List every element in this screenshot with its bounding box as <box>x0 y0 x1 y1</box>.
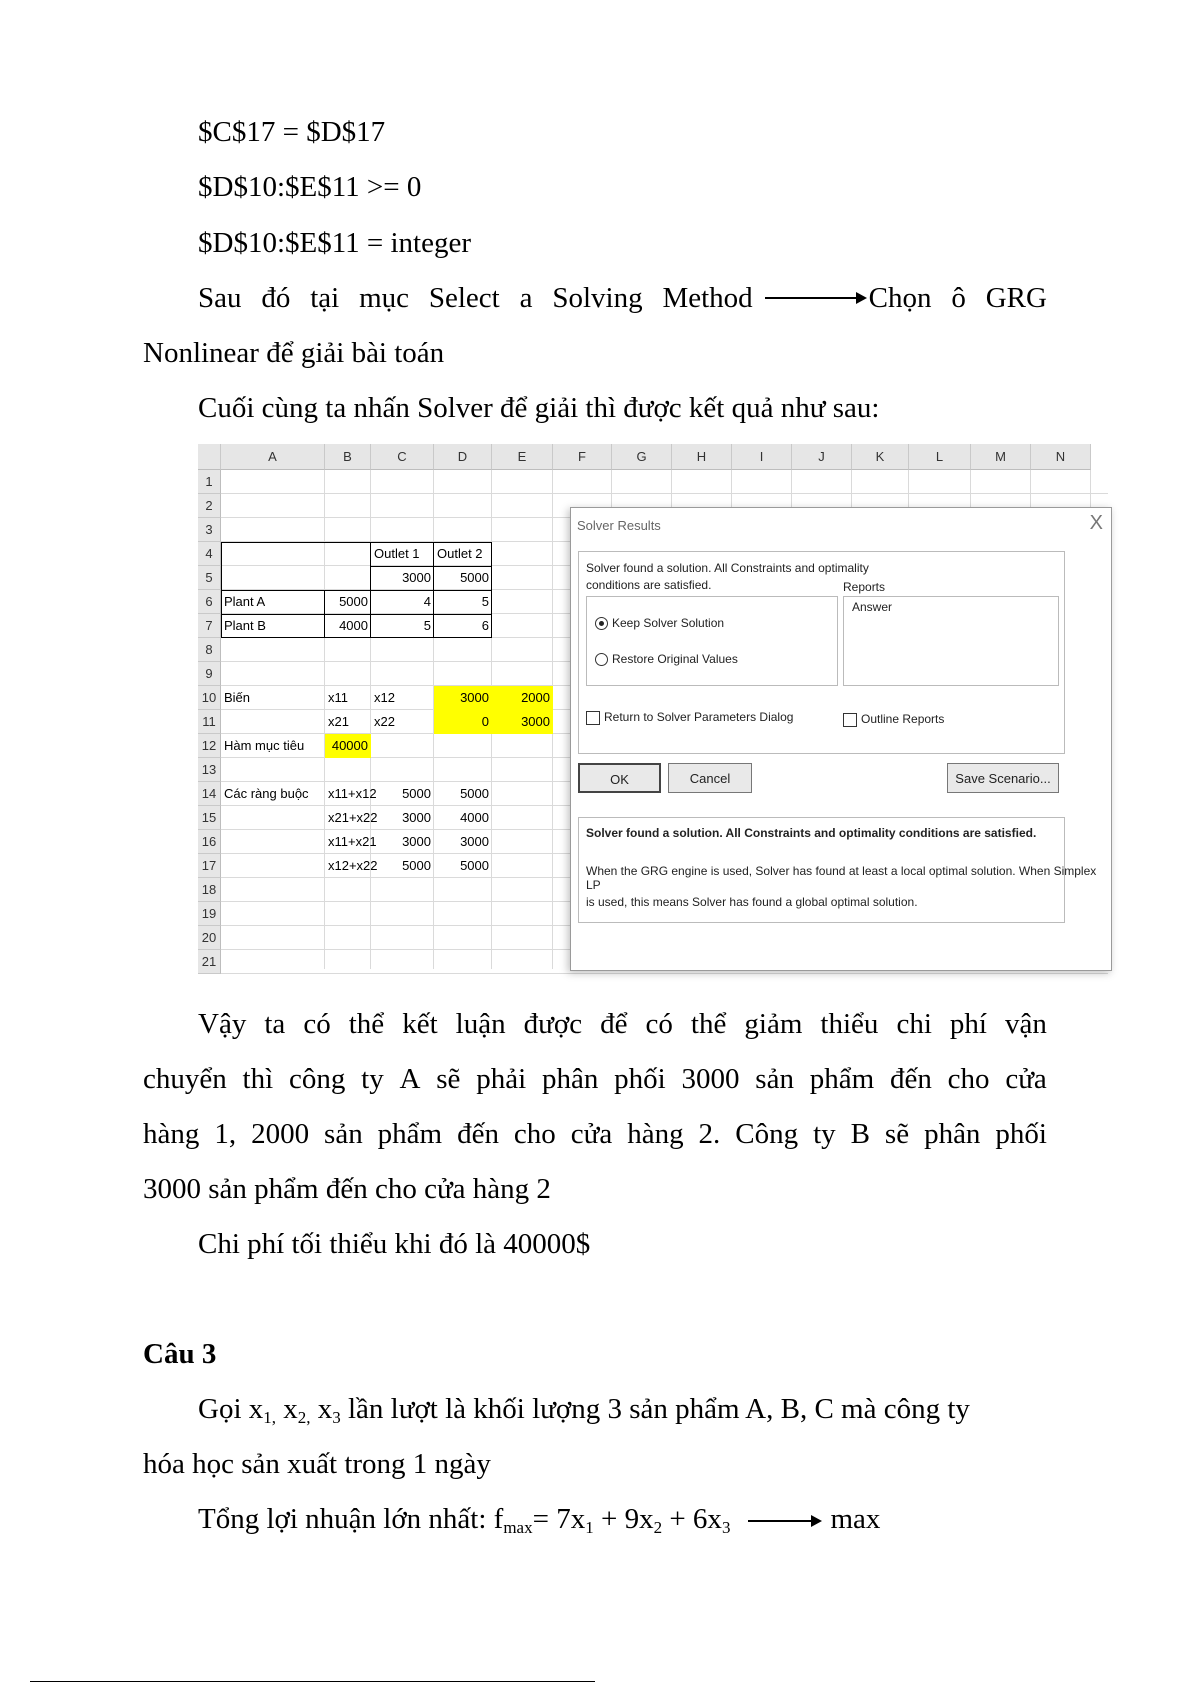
found-message: Solver found a solution. All Constraints and optimality conditions are satisfied. <box>586 561 869 592</box>
radio-selected-icon[interactable] <box>595 617 608 630</box>
cell[interactable]: 5 <box>481 594 489 609</box>
reports-list[interactable] <box>843 596 1059 686</box>
section-heading-cau-3: Câu 3 <box>143 1338 217 1370</box>
footer-rule <box>30 1681 595 1682</box>
cell[interactable]: 0 <box>434 710 492 734</box>
cell[interactable]: 3000 <box>402 570 431 585</box>
conclusion-line-1: Vậy ta có thể kết luận được để có thể giảm thiểu chi phí vận <box>198 1008 1047 1040</box>
cell[interactable]: 5000 <box>402 858 431 873</box>
cancel-button[interactable]: Cancel <box>668 763 752 793</box>
reports-item-answer[interactable]: Answer <box>852 600 893 614</box>
message-detail: When the GRG engine is used, Solver has found at least a local optimal solution. When Simplex LP is used, this means Solver has found a global optimal solution. <box>586 864 1097 909</box>
column-header[interactable]: J <box>792 444 852 470</box>
conclusion-line-4: 3000 sản phẩm đến cho cửa hàng 2 <box>143 1173 551 1205</box>
column-header[interactable]: C <box>371 444 434 470</box>
cell[interactable]: 5 <box>423 618 431 633</box>
row-header[interactable]: 3 <box>198 518 221 542</box>
cell[interactable]: x11 <box>328 690 348 705</box>
reports-label: Reports <box>843 580 886 594</box>
column-header[interactable]: E <box>492 444 553 470</box>
row-header[interactable]: 7 <box>198 614 221 638</box>
select-all-corner[interactable] <box>198 444 221 470</box>
row-header[interactable]: 18 <box>198 878 221 902</box>
row-header[interactable]: 10 <box>198 686 221 710</box>
row-header[interactable]: 6 <box>198 590 221 614</box>
min-cost: Chi phí tối thiểu khi đó là 40000$ <box>198 1228 591 1260</box>
cell[interactable]: x11+x21 <box>328 834 377 849</box>
column-header[interactable]: K <box>852 444 909 470</box>
cell[interactable]: 4 <box>423 594 431 609</box>
cell[interactable]: Biến <box>224 690 251 705</box>
row-header[interactable]: 8 <box>198 638 221 662</box>
cell[interactable]: Outlet 2 <box>437 546 483 561</box>
column-header[interactable]: A <box>221 444 325 470</box>
cau3-variables-line: Gọi $x_{1,}$ $x_{2,}$ $x_3$ lần lượt là khối lượng 3 sản phẩm A, B, C mà công ty <box>198 1393 970 1427</box>
solution-options-group <box>586 596 838 686</box>
radio-icon[interactable] <box>595 653 608 666</box>
outline-reports-checkbox[interactable]: Outline Reports <box>843 712 944 727</box>
cell[interactable]: 6 <box>481 618 489 633</box>
column-header[interactable]: H <box>672 444 732 470</box>
row-header[interactable]: 11 <box>198 710 221 734</box>
row-header[interactable]: 5 <box>198 566 221 590</box>
cell[interactable]: 5000 <box>460 570 489 585</box>
cell[interactable]: x11+x12 <box>328 786 377 801</box>
row-header[interactable]: 12 <box>198 734 221 758</box>
cell[interactable]: x21 <box>328 714 349 729</box>
cell[interactable]: Các ràng buộc <box>224 786 309 801</box>
solving-method-line-2: Nonlinear để giải bài toán <box>143 337 445 369</box>
row-header[interactable]: 21 <box>198 950 221 974</box>
solving-method-line: Sau đó tại mục Select a Solving Method Chọn ô GRG <box>198 282 1047 314</box>
row-header[interactable]: 2 <box>198 494 221 518</box>
column-header[interactable]: B <box>325 444 371 470</box>
row-header[interactable]: 19 <box>198 902 221 926</box>
para-result-intro: Cuối cùng ta nhấn Solver để giải thì được kết quả như sau: <box>198 392 880 424</box>
row-header[interactable]: 16 <box>198 830 221 854</box>
checkbox-icon[interactable] <box>843 713 857 727</box>
cell[interactable]: 2000 <box>492 686 553 710</box>
cau3-line-2: hóa học sản xuất trong 1 ngày <box>143 1448 491 1480</box>
constraint-2: $D$10:$E$11 >= 0 <box>198 171 422 203</box>
return-dialog-checkbox[interactable]: Return to Solver Parameters Dialog <box>586 710 793 725</box>
checkbox-icon[interactable] <box>586 711 600 725</box>
row-header[interactable]: 13 <box>198 758 221 782</box>
column-header[interactable]: D <box>434 444 492 470</box>
column-header[interactable]: L <box>909 444 971 470</box>
close-icon[interactable]: X <box>1089 512 1103 534</box>
cell[interactable]: Plant A <box>224 594 266 609</box>
keep-solution-radio[interactable]: Keep Solver Solution <box>595 616 724 630</box>
row-header[interactable]: 4 <box>198 542 221 566</box>
cell[interactable]: 3000 <box>402 834 431 849</box>
cell[interactable]: x12+x22 <box>328 858 378 873</box>
row-header[interactable]: 14 <box>198 782 221 806</box>
row-header[interactable]: 17 <box>198 854 221 878</box>
cell[interactable]: 3000 <box>460 834 489 849</box>
dialog-title: Solver Results <box>577 518 661 533</box>
constraint-1: $C$17 = $D$17 <box>198 116 386 148</box>
cell[interactable]: 4000 <box>339 618 368 633</box>
cell[interactable]: Outlet 1 <box>374 546 420 561</box>
cell[interactable]: x22 <box>374 714 395 729</box>
message-bold: Solver found a solution. All Constraints and optimality conditions are satisfied. <box>586 826 1037 840</box>
cell[interactable]: x21+x22 <box>328 810 378 825</box>
cell[interactable]: 3000 <box>492 710 553 734</box>
conclusion-line-2: chuyển thì công ty A sẽ phải phân phối 3000 sản phẩm đến cho cửa <box>143 1063 1047 1095</box>
row-header[interactable]: 1 <box>198 470 221 494</box>
column-header[interactable]: N <box>1031 444 1091 470</box>
row-header[interactable]: 9 <box>198 662 221 686</box>
constraint-3: $D$10:$E$11 = integer <box>198 227 472 259</box>
cell[interactable]: 3000 <box>402 810 431 825</box>
excel-screenshot <box>198 444 1108 969</box>
column-header[interactable]: I <box>732 444 792 470</box>
solver-results-dialog <box>570 507 1112 971</box>
row-header[interactable]: 20 <box>198 926 221 950</box>
cell[interactable]: 3000 <box>434 686 492 710</box>
column-header[interactable]: F <box>553 444 612 470</box>
conclusion-line-3: hàng 1, 2000 sản phẩm đến cho cửa hàng 2. Công ty B sẽ phân phối <box>143 1118 1047 1150</box>
cell[interactable]: 5000 <box>402 786 431 801</box>
cell[interactable]: 4000 <box>460 810 489 825</box>
column-header[interactable]: G <box>612 444 672 470</box>
row-header[interactable]: 15 <box>198 806 221 830</box>
cell[interactable]: 5000 <box>460 786 489 801</box>
cau3-objective: Tổng lợi nhuận lớn nhất: $f_{max}= 7x_1 + 9x_2 + 6x_3$ max <box>198 1503 881 1537</box>
ok-button[interactable]: OK <box>578 763 661 793</box>
save-scenario-button[interactable]: Save Scenario... <box>947 763 1059 793</box>
arrow-icon <box>765 297 865 299</box>
cell[interactable]: Hàm mục tiêu <box>224 738 305 753</box>
arrow-icon <box>748 1520 820 1522</box>
restore-values-radio[interactable]: Restore Original Values <box>595 652 738 666</box>
cell[interactable]: 40000 <box>325 734 371 758</box>
cell[interactable]: 5000 <box>339 594 368 609</box>
cell[interactable]: x12 <box>374 690 395 705</box>
column-header[interactable]: M <box>971 444 1031 470</box>
cell[interactable]: Plant B <box>224 618 266 633</box>
cell[interactable]: 5000 <box>460 858 489 873</box>
